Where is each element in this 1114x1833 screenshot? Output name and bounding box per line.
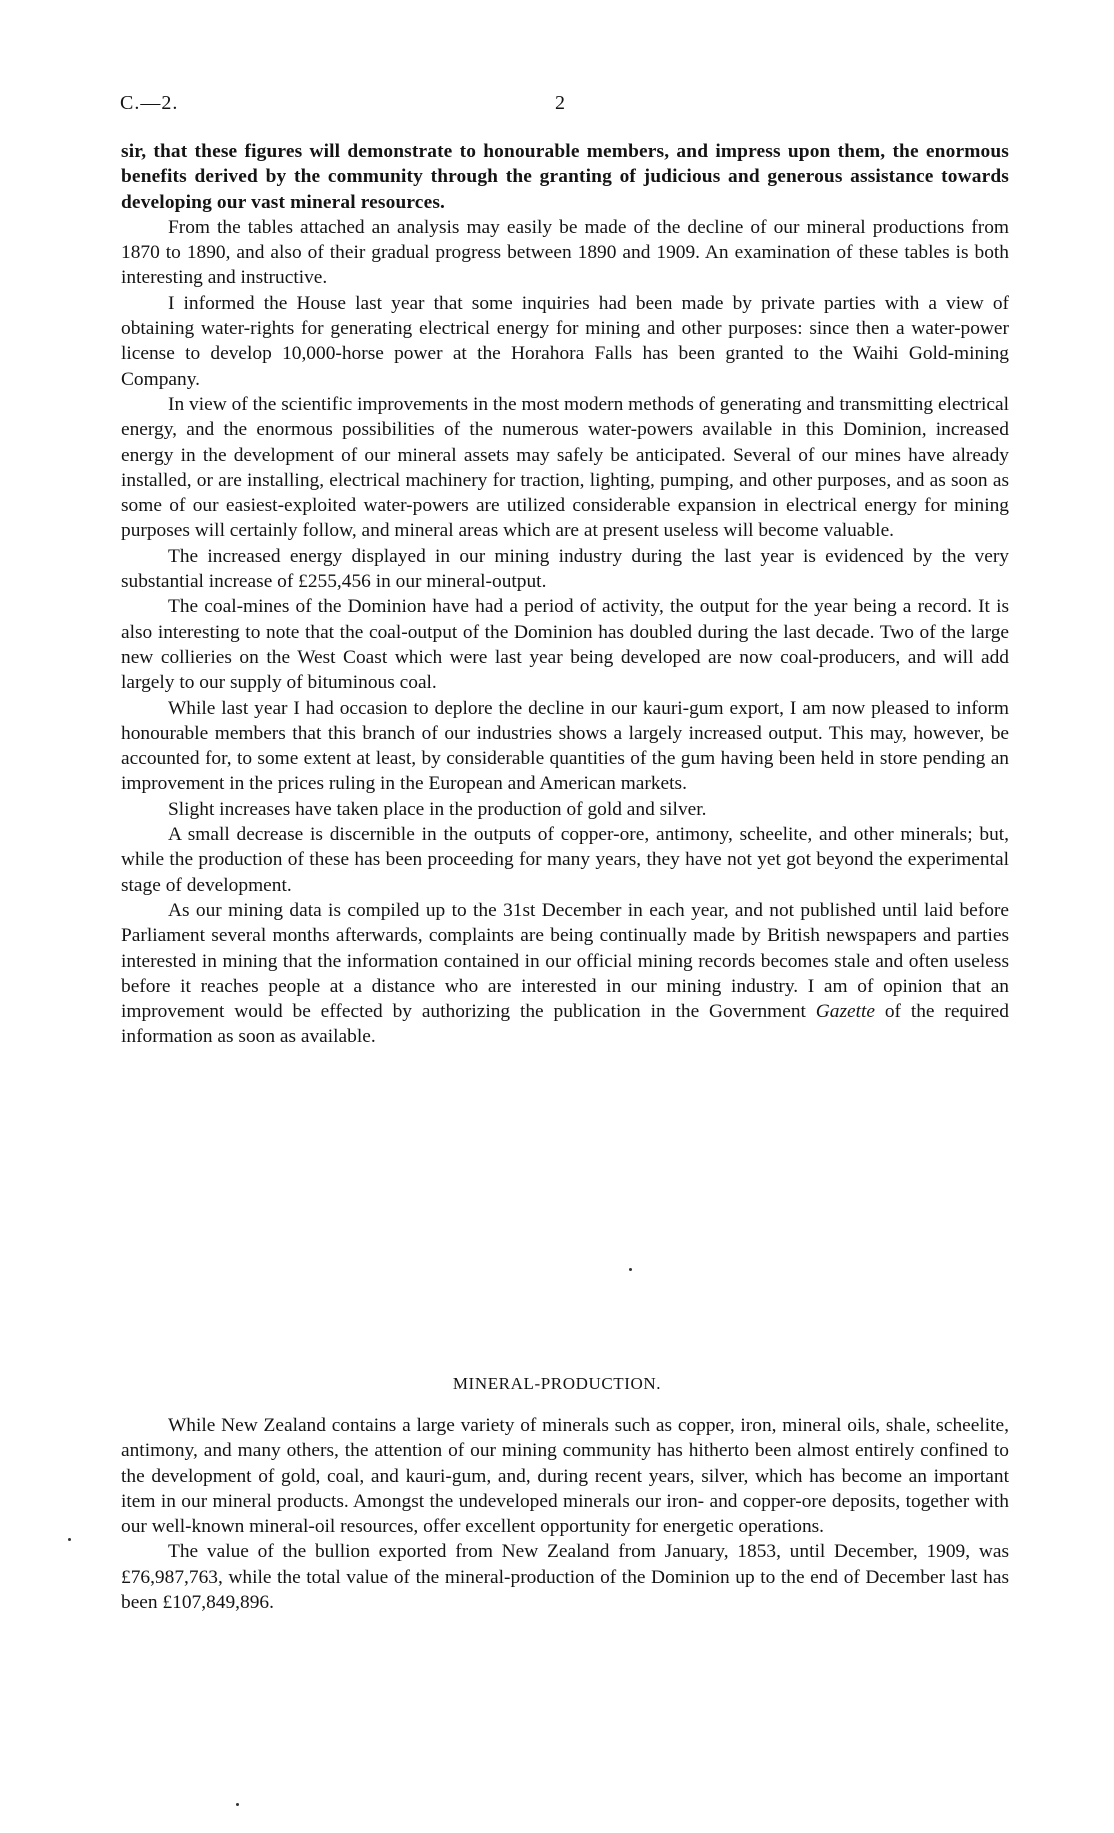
print-speck [68, 1538, 71, 1541]
paragraph-10-text: As our mining data is compiled up to the 31st December in each year, and not published until laid before Parliament several months afterwards, complaints are being continually made by British newspapers and parties interested in mining that the information contained in our official mining records becomes stale and often useless before it reaches people at a distance who are interested in our mining industry. I am of opinion that an improvement would be effected by authorizing the publication in the Government [121, 899, 1009, 1023]
paragraph-7: While last year I had occasion to deplore the decline in our kauri-gum export, I am now pleased to inform honourable members that this branch of our industries shows a largely increased output. This may, however, be accounted for, to some extent at least, by considerable quantities of the gum having been held in store pending an improvement in the prices ruling in the European and American markets. [121, 697, 1009, 795]
section-paragraph-2: The value of the bullion exported from New Zealand from January, 1853, until December, 1909, was £76,987,763, while the total value of the mineral-production of the Dominion up to the end of December last has been £107,849,896. [121, 1541, 1009, 1614]
paragraph-6: The coal-mines of the Dominion have had a period of activity, the output for the year being a record. It is also interesting to note that the coal-output of the Dominion has doubled during the last decade. Two of the large new collieries on the West Coast which were last year being developed are now coal-producers, and will add largely to our supply of bituminous coal. [121, 596, 1009, 694]
section-paragraph-1: While New Zealand contains a large variety of minerals such as copper, iron, mineral oils, shale, scheelite, antimony, and many others, the attention of our mining community has hitherto been almost entirely confined to the development of gold, coal, and kauri-gum, and, during recent years, silver, which has become an important item in our mineral products. Amongst the undeveloped minerals our iron- and copper-ore deposits, together with our well-known mineral-oil resources, offer excellent opportunity for energetic operations. [121, 1415, 1009, 1538]
page-number: 2 [555, 92, 565, 114]
paragraph-10-end: of the required information as soon as available. [121, 1001, 1009, 1048]
body-text [121, 139, 1009, 1050]
paragraph-2: From the tables attached an analysis may easily be made of the decline of our mineral productions from 1870 to 1890, and also of their gradual progress between 1890 and 1909. An examination of these tables is both interesting and instructive. [121, 216, 1009, 289]
section-heading: MINERAL-PRODUCTION. [452, 1374, 662, 1393]
page-header [120, 92, 1000, 118]
paragraph-3: I informed the House last year that some inquiries had been made by private parties with a view of obtaining water-rights for generating electrical energy for mining and other purposes: since then a water-power license to develop 10,000-horse power at the Horahora Falls has been granted to the Waihi Gold-mining Company. [121, 292, 1009, 390]
section-text [121, 1413, 1009, 1615]
paragraph-8: Slight increases have taken place in the production of gold and silver. [168, 798, 707, 820]
document-reference: C.—2. [120, 92, 179, 114]
gazette-title: Gazette [815, 1001, 876, 1023]
paragraph-10 [121, 898, 1009, 1050]
paragraph-9: A small decrease is discernible in the outputs of copper-ore, antimony, scheelite, and other minerals; but, while the production of these has been proceeding for many years, they have not yet got beyond the experimental stage of development. [121, 824, 1009, 896]
paragraph-1: sir, that these figures will demonstrate to honourable members, and impress upon them, the enormous benefits derived by the community through the granting of judicious and generous assistance towards developing our vast mineral resources. [121, 141, 1009, 213]
print-speck [236, 1803, 239, 1806]
paragraph-5: The increased energy displayed in our mining industry during the last year is evidenced by the very substantial increase of £255,456 in our mineral-output. [121, 545, 1009, 593]
paragraph-4: In view of the scientific improvements in the most modern methods of generating and transmitting electrical energy, and the enormous possibilities of the numerous water-powers available in this Dominion, increased energy in the development of our mineral assets may safely be anticipated. Several of our mines have already installed, or are installing, electrical machinery for traction, lighting, pumping, and other purposes, and as soon as some of our easiest-exploited water-powers are utilized considerable expansion in electrical energy for mining purposes will certainly follow, and mineral areas which are at present useless will become valuable. [121, 393, 1009, 542]
print-speck [629, 1268, 632, 1271]
